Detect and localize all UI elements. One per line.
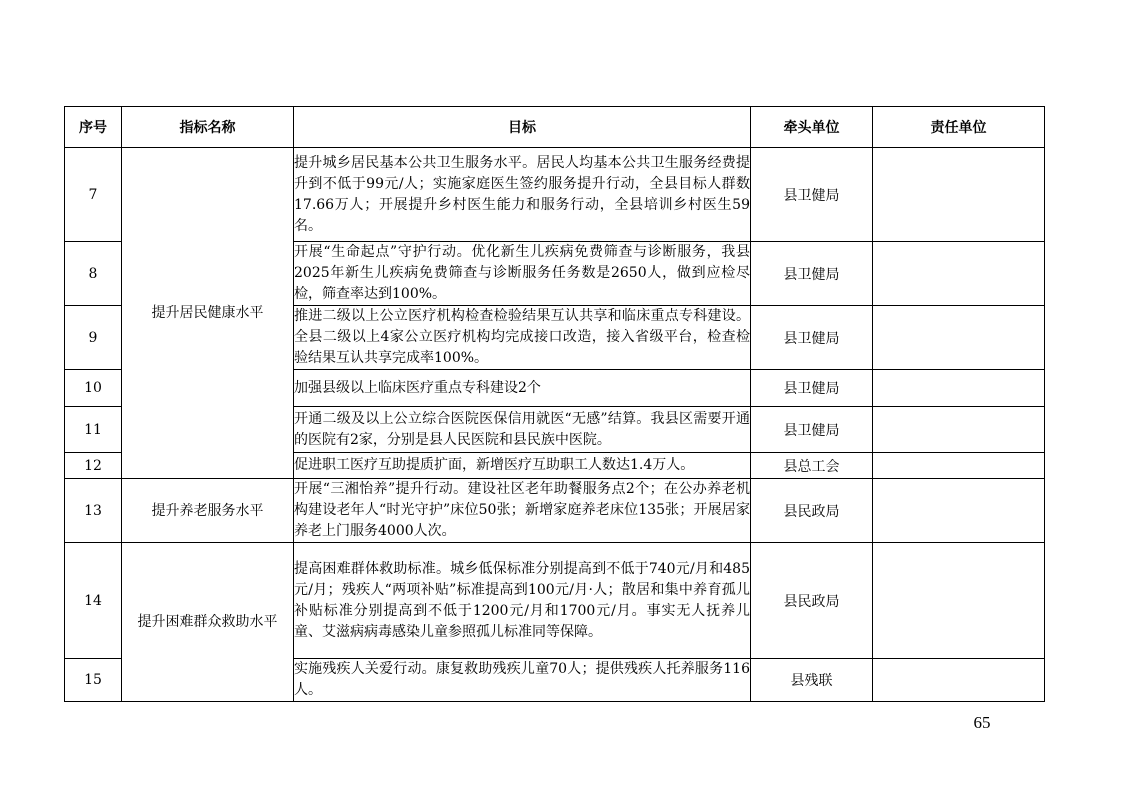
responsible-unit xyxy=(873,242,1045,306)
indicator-table xyxy=(64,106,1045,702)
row-number: 13 xyxy=(65,479,122,543)
indicator-name: 提升困难群众救助水平 xyxy=(122,543,294,702)
target-text: 开通二级及以上公立综合医院医保信用就医“无感”结算。我县区需要开通的医院有2家，分别是县人民医院和县民族中医院。 xyxy=(294,407,751,453)
target-text: 提升城乡居民基本公共卫生服务水平。居民人均基本公共卫生服务经费提升到不低于99元/人；实施家庭医生签约服务提升行动，全县目标人群数17.66万人；开展提升乡村医生能力和服务行动，全县培训乡村医生59名。 xyxy=(294,148,751,242)
responsible-unit xyxy=(873,370,1045,407)
lead-unit: 县卫健局 xyxy=(751,148,873,242)
row-number: 11 xyxy=(65,407,122,453)
row-number: 8 xyxy=(65,242,122,306)
indicator-name: 提升养老服务水平 xyxy=(122,479,294,543)
lead-unit: 县卫健局 xyxy=(751,306,873,370)
row-number: 9 xyxy=(65,306,122,370)
lead-unit: 县民政局 xyxy=(751,479,873,543)
row-number: 10 xyxy=(65,370,122,407)
target-text: 实施残疾人关爱行动。康复救助残疾儿童70人；提供残疾人托养服务116人。 xyxy=(294,659,751,702)
row-number: 15 xyxy=(65,659,122,702)
table-header-row xyxy=(65,107,1045,148)
lead-unit: 县卫健局 xyxy=(751,242,873,306)
responsible-unit xyxy=(873,306,1045,370)
header-target: 目标 xyxy=(294,107,751,148)
responsible-unit xyxy=(873,407,1045,453)
target-text: 促进职工医疗互助提质扩面，新增医疗互助职工人数达1.4万人。 xyxy=(294,453,751,479)
responsible-unit xyxy=(873,543,1045,659)
header-responsible-unit: 责任单位 xyxy=(873,107,1045,148)
lead-unit: 县总工会 xyxy=(751,453,873,479)
responsible-unit xyxy=(873,479,1045,543)
table-row xyxy=(65,543,1045,659)
indicator-name: 提升居民健康水平 xyxy=(122,148,294,479)
row-number: 12 xyxy=(65,453,122,479)
page-number: 65 xyxy=(973,713,991,732)
target-text: 开展“生命起点”守护行动。优化新生儿疾病免费筛查与诊断服务，我县2025年新生儿疾病免费筛查与诊断服务任务数是2650人，做到应检尽检，筛查率达到100%。 xyxy=(294,242,751,306)
lead-unit: 县卫健局 xyxy=(751,370,873,407)
lead-unit: 县民政局 xyxy=(751,543,873,659)
target-text: 开展“三湘怡养”提升行动。建设社区老年助餐服务点2个；在公办养老机构建设老年人“时光守护”床位50张；新增家庭养老床位135张；开展居家养老上门服务4000人次。 xyxy=(294,479,751,543)
header-lead-unit: 牵头单位 xyxy=(751,107,873,148)
header-name: 指标名称 xyxy=(122,107,294,148)
responsible-unit xyxy=(873,453,1045,479)
target-text: 提高困难群体救助标准。城乡低保标准分别提高到不低于740元/月和485元/月；残疾人“两项补贴”标准提高到100元/月·人；散居和集中养育孤儿补贴标准分别提高到不低于1200元/月和1700元/月。事实无人抚养儿童、艾滋病病毒感染儿童参照孤儿标准同等保障。 xyxy=(294,543,751,659)
header-no: 序号 xyxy=(65,107,122,148)
responsible-unit xyxy=(873,148,1045,242)
responsible-unit xyxy=(873,659,1045,702)
table-row xyxy=(65,479,1045,543)
row-number: 7 xyxy=(65,148,122,242)
target-text: 加强县级以上临床医疗重点专科建设2个 xyxy=(294,370,751,407)
lead-unit: 县残联 xyxy=(751,659,873,702)
table-row xyxy=(65,148,1045,242)
lead-unit: 县卫健局 xyxy=(751,407,873,453)
row-number: 14 xyxy=(65,543,122,659)
target-text: 推进二级以上公立医疗机构检查检验结果互认共享和临床重点专科建设。全县二级以上4家公立医疗机构均完成接口改造，接入省级平台，检查检验结果互认共享完成率100%。 xyxy=(294,306,751,370)
